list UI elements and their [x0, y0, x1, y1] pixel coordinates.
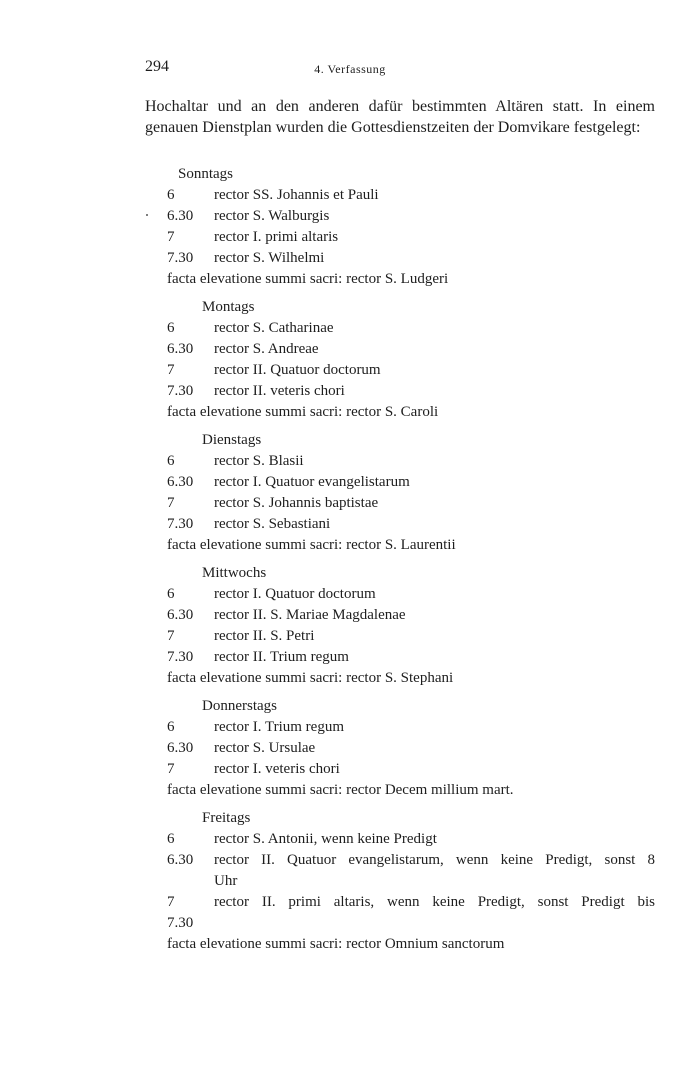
time-cell: 7 — [167, 761, 175, 777]
rector-cell: rector II. Quatuor doctorum — [214, 362, 381, 378]
schedule-row — [167, 360, 655, 381]
day-block — [167, 297, 655, 423]
time-cell: 6 — [167, 719, 175, 735]
rector-cell: rector S. Johannis baptistae — [214, 495, 379, 511]
schedule-row — [167, 381, 655, 402]
day-title: Freitags — [202, 810, 251, 826]
schedule-row — [167, 626, 655, 647]
day-title: Montags — [202, 299, 255, 315]
closing-line: facta elevatione summi sacri: rector S. Stephani — [167, 670, 454, 686]
schedule-row — [167, 514, 655, 535]
rector-cell: rector S. Andreae — [214, 341, 319, 357]
schedule-row — [167, 584, 655, 605]
time-cell: 7 — [167, 628, 175, 644]
schedule-row — [167, 206, 655, 227]
schedule-row — [167, 647, 655, 668]
day-block — [167, 164, 655, 290]
schedule-row — [167, 829, 655, 850]
schedule-row — [167, 472, 655, 493]
time-cell: 6.30 — [167, 740, 194, 756]
time-cell: 7.30 — [167, 516, 194, 532]
time-cell: 6 — [167, 586, 175, 602]
time-cell: 6.30 — [167, 208, 194, 224]
rector-cell: rector II. primi altaris, wenn keine Predigt, sonst Predigt bis — [214, 894, 655, 910]
schedule-row — [167, 605, 655, 626]
schedule-row — [167, 248, 655, 269]
rector-cell: rector II. S. Mariae Magdalenae — [214, 607, 406, 623]
schedule-row — [167, 339, 655, 360]
schedule-row — [167, 451, 655, 472]
continuation-time: 7.30 — [167, 915, 194, 931]
time-cell: 6.30 — [167, 474, 194, 490]
rector-cell: rector S. Antonii, wenn keine Predigt — [214, 831, 437, 847]
time-cell: 7 — [167, 362, 175, 378]
rector-cell: rector S. Ursulae — [214, 740, 316, 756]
time-cell: 6 — [167, 831, 175, 847]
time-cell: 7.30 — [167, 250, 194, 266]
schedule-row — [167, 185, 655, 206]
rector-cell: rector S. Sebastiani — [214, 516, 331, 532]
page-number: 294 — [145, 58, 169, 75]
running-head: 4. Verfassung — [314, 62, 386, 76]
day-title: Sonntags — [178, 166, 234, 182]
rector-cell: rector S. Walburgis — [214, 208, 330, 224]
rector-cell: rector I. veteris chori — [214, 761, 340, 777]
rector-cell: rector II. Quatuor evangelistarum, wenn keine Predigt, sonst 8 — [214, 852, 655, 868]
time-cell: 7 — [167, 894, 175, 910]
time-cell: 7 — [167, 495, 175, 511]
day-block — [167, 808, 655, 955]
rector-cell: rector II. S. Petri — [214, 628, 315, 644]
stray-mark — [146, 214, 148, 216]
day-title: Dienstags — [202, 432, 262, 448]
schedule-row — [167, 892, 655, 913]
rector-cell: rector SS. Johannis et Pauli — [214, 187, 379, 203]
closing-line: facta elevatione summi sacri: rector S. Ludgeri — [167, 271, 449, 287]
schedule-row — [167, 318, 655, 339]
time-cell: 6.30 — [167, 852, 194, 868]
time-cell: 6.30 — [167, 607, 194, 623]
rector-cell: rector II. veteris chori — [214, 383, 345, 399]
time-cell: 6.30 — [167, 341, 194, 357]
time-cell: 6 — [167, 320, 175, 336]
schedule-row — [167, 227, 655, 248]
schedule-row — [167, 759, 655, 780]
time-cell: 7.30 — [167, 649, 194, 665]
closing-line: facta elevatione summi sacri: rector Decem millium mart. — [167, 782, 514, 798]
service-schedule — [167, 164, 655, 962]
day-block — [167, 696, 655, 801]
time-cell: 7.30 — [167, 383, 194, 399]
schedule-row — [167, 717, 655, 738]
time-cell: 6 — [167, 187, 175, 203]
closing-line: facta elevatione summi sacri: rector S. Caroli — [167, 404, 439, 420]
rector-cell: rector S. Catharinae — [214, 320, 334, 336]
schedule-row — [167, 850, 655, 871]
rector-cell: rector I. primi altaris — [214, 229, 339, 245]
rector-cell: rector I. Quatuor doctorum — [214, 586, 376, 602]
day-block — [167, 563, 655, 689]
rector-cell: rector I. Quatuor evangelistarum — [214, 474, 410, 490]
rector-cell: rector S. Wilhelmi — [214, 250, 325, 266]
intro-paragraph: Hochaltar und an den anderen dafür bestimmten Altären statt. In einem genauen Dienstplan wurden die Gottesdienstzeiten der Domvikare festgelegt: — [145, 98, 655, 136]
continuation-line: Uhr — [214, 873, 238, 889]
closing-line: facta elevatione summi sacri: rector S. Laurentii — [167, 537, 456, 553]
schedule-row — [167, 493, 655, 514]
day-block — [167, 430, 655, 556]
day-title: Mittwochs — [202, 565, 267, 581]
closing-line: facta elevatione summi sacri: rector Omnium sanctorum — [167, 936, 505, 952]
rector-cell: rector S. Blasii — [214, 453, 304, 469]
schedule-row — [167, 738, 655, 759]
day-title: Donnerstags — [202, 698, 277, 714]
time-cell: 6 — [167, 453, 175, 469]
rector-cell: rector II. Trium regum — [214, 649, 349, 665]
time-cell: 7 — [167, 229, 175, 245]
rector-cell: rector I. Trium regum — [214, 719, 344, 735]
